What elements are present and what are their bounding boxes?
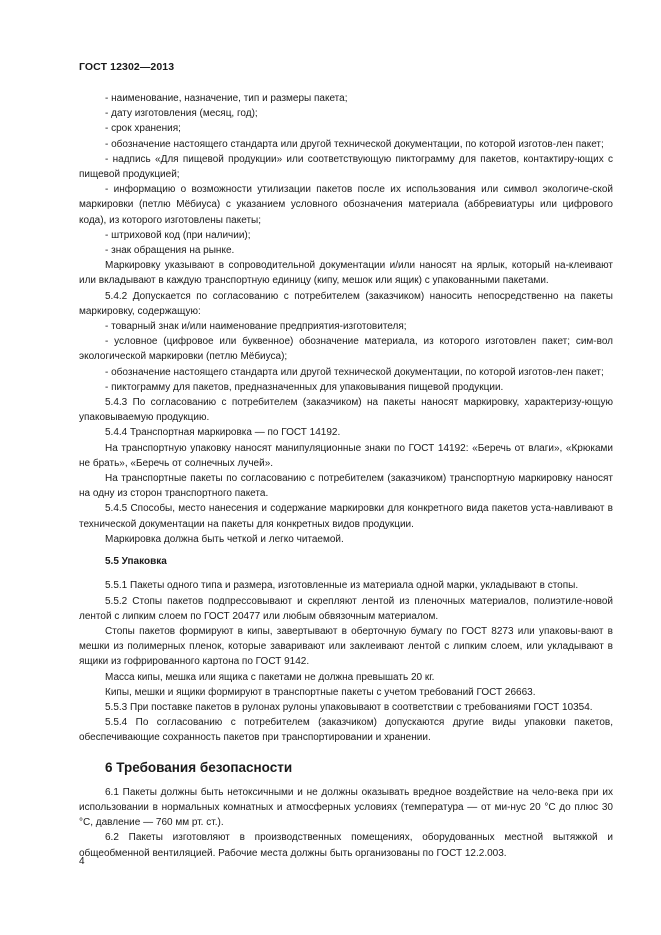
- chapter-heading: 6 Требования безопасности: [105, 759, 293, 775]
- paragraph: - наименование, назначение, тип и размеры пакета;: [105, 93, 348, 104]
- paragraph: Маркировку указывают в сопроводительной документации и/или наносят на ярлык, который на-клеивают или вкладывают в каждую транспортную единицу (кипу, мешок или ящик) с упакованными пакетами.: [79, 260, 613, 287]
- paragraph: - товарный знак и/или наименование предприятия-изготовителя;: [105, 321, 407, 333]
- paragraph: - знак обращения на рынке.: [105, 245, 235, 257]
- paragraph: - условное (цифровое или буквенное) обозначение материала, из которого изготовлен пакет; сим-вол экологической маркировки (петлю Мёбиуса);: [79, 336, 613, 363]
- paragraph: - срок хранения;: [105, 123, 181, 135]
- paragraph: 6.2 Пакеты изготовляют в производственных помещениях, оборудованных местной вытяжкой и общеобменной вентиляцией. Рабочие места должны быть организованы по ГОСТ 12.2.003.: [79, 832, 613, 859]
- document-body: [79, 91, 613, 861]
- paragraph: - надпись «Для пищевой продукции» или соответствующую пиктограмму для пакетов, контактиру-ющих с пищевой продукцией;: [79, 153, 613, 181]
- paragraph: - пиктограмму для пакетов, предназначенных для упаковывания пищевой продукции.: [105, 381, 504, 393]
- section-heading: 5.5 Упаковка: [105, 556, 167, 568]
- paragraph: На транспортную упаковку наносят манипуляционные знаки по ГОСТ 14192: «Беречь от влаги», «Крюками не брать», «Беречь от солнечных лучей».: [79, 442, 613, 469]
- page-header: ГОСТ 12302—2013: [79, 61, 175, 73]
- paragraph: - информацию о возможности утилизации пакетов после их использования или символ экологиче-ской маркировки (петлю Мёбиуса) с указанием условного обозначения материала (аббревиатуры или цифрового кода), из которого изготовлены пакеты;: [79, 184, 613, 226]
- paragraph: 5.4.4 Транспортная маркировка — по ГОСТ 14192.: [105, 427, 341, 439]
- paragraph: 6.1 Пакеты должны быть нетоксичными и не должны оказывать вредное воздействие на чело-века при их использовании в нормальных комнатных и атмосферных условиях (температура — от ми-нус 20 °С до плюс 30 °С, давление — 760 мм рт. ст.).: [79, 786, 613, 829]
- paragraph: - штриховой код (при наличии);: [105, 229, 251, 241]
- paragraph: 5.4.2 Допускается по согласованию с потребителем (заказчиком) наносить непосредственно на пакеты маркировку, содержащую:: [79, 290, 613, 317]
- paragraph: 5.5.4 По согласованию с потребителем (заказчиком) допускаются другие виды упаковки пакетов, обеспечивающие сохранность пакетов при транспортировании и хранении.: [79, 717, 613, 744]
- paragraph: - обозначение настоящего стандарта или другой технической документации, по которой изготов-лен пакет;: [105, 366, 604, 378]
- paragraph: - обозначение настоящего стандарта или другой технической документации, по которой изготов-лен пакет;: [105, 138, 604, 150]
- paragraph: 5.5.3 При поставке пакетов в рулонах рулоны упаковывают в соответствии с требованиями ГОСТ 10354.: [105, 701, 593, 713]
- paragraph: 5.5.1 Пакеты одного типа и размера, изготовленные из материала одной марки, укладывают в стопы.: [105, 580, 579, 592]
- paragraph: 5.4.5 Способы, место нанесения и содержание маркировки для конкретного вида пакетов уста-навливают в технической документации на пакеты для конкретных видов продукции.: [79, 503, 613, 530]
- paragraph: 5.5.2 Стопы пакетов подпрессовывают и скрепляют лентой из пленочных материалов, полиэтиле-новой лентой с липким слоем по ГОСТ 20477 или любым обвязочным материалом.: [79, 595, 613, 622]
- page-number: 4: [79, 856, 85, 867]
- paragraph: 5.4.3 По согласованию с потребителем (заказчиком) на пакеты наносят маркировку, характеризу-ющую упаковываемую продукцию.: [79, 397, 613, 424]
- paragraph: На транспортные пакеты по согласованию с потребителем (заказчиком) транспортную маркировку наносят на одну из сторон транспортного пакета.: [79, 473, 613, 500]
- paragraph: Стопы пакетов формируют в кипы, завертывают в оберточную бумагу по ГОСТ 8273 или упаковы-вают в мешки из полимерных пленок, которые заваривают или заклеивают лентой с липким слоем, или укладывают в ящики из гофрированного картона по ГОСТ 9142.: [79, 625, 613, 668]
- paragraph: - дату изготовления (месяц, год);: [105, 108, 258, 120]
- paragraph: Кипы, мешки и ящики формируют в транспортные пакеты с учетом требований ГОСТ 26663.: [105, 686, 536, 698]
- paragraph: Масса кипы, мешка или ящика с пакетами не должна превышать 20 кг.: [105, 671, 435, 683]
- paragraph: Маркировка должна быть четкой и легко читаемой.: [105, 533, 344, 545]
